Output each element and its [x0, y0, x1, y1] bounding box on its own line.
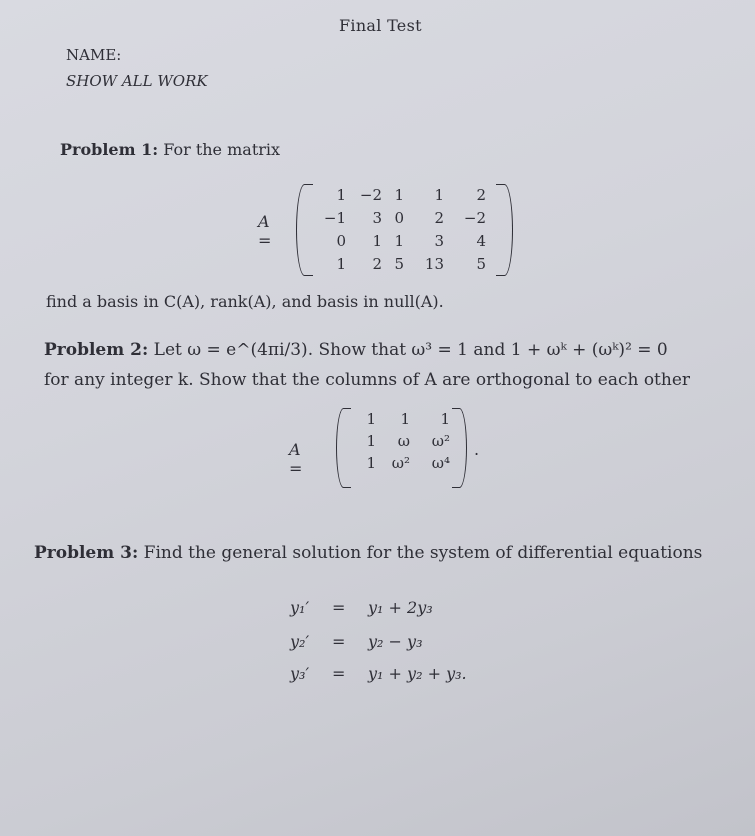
matrix-entry: 2	[434, 209, 444, 227]
equation-lhs: y₁′	[290, 598, 310, 617]
matrix-entry: ω	[397, 432, 410, 450]
matrix-omega-entries	[350, 410, 450, 472]
matrix-omega-label: A =	[289, 440, 303, 478]
matrix-entry: 1	[400, 410, 410, 428]
matrix-entry: 4	[476, 232, 486, 250]
matrix-entry: −2	[463, 209, 486, 227]
matrix-entry: 1	[394, 186, 404, 204]
name-label: NAME:	[66, 46, 122, 64]
matrix-suffix: .	[474, 440, 480, 459]
problem2-line2: for any integer k. Show that the columns of A are orthogonal to each other	[44, 370, 691, 390]
matrix-entry: 0	[336, 232, 346, 250]
matrix-entry: 5	[394, 255, 404, 273]
page-title: Final Test	[339, 16, 422, 35]
equation-rhs: y₂ − y₃	[368, 632, 423, 651]
equation-equals: =	[332, 632, 346, 651]
matrix-entry: ω²	[391, 454, 410, 472]
equation-rhs: y₁ + y₂ + y₃.	[368, 664, 467, 683]
matrix-entry: 1	[366, 432, 376, 450]
equation-equals: =	[332, 598, 346, 617]
matrix-entry: 5	[476, 255, 486, 273]
matrix-entry: 3	[434, 232, 444, 250]
matrix-entry: 1	[372, 232, 382, 250]
problem2-line1	[44, 340, 668, 360]
matrix-entry: 0	[394, 209, 404, 227]
matrix-entry: 1	[366, 454, 376, 472]
matrix-a-label: A =	[258, 212, 272, 250]
matrix-entry: 1	[394, 232, 404, 250]
problem3-heading	[34, 543, 702, 563]
problem3-intro: Find the general solution for the system of differential equations	[143, 543, 703, 563]
equation-equals: =	[332, 664, 346, 683]
matrix-entry: 3	[372, 209, 382, 227]
matrix-entry: 1	[434, 186, 444, 204]
matrix-entry: 13	[424, 255, 444, 273]
problem2-text1: Let ω = e^(4πi/3). Show that ω³ = 1 and 1 + ωᵏ + (ωᵏ)² = 0	[153, 340, 668, 360]
equation-lhs: y₃′	[290, 664, 310, 683]
problem2-label: Problem 2:	[44, 340, 149, 360]
matrix-entry: 1	[336, 255, 346, 273]
matrix-entry: 1	[336, 186, 346, 204]
matrix-entry: ω⁴	[431, 454, 450, 472]
matrix-entry: 1	[440, 410, 450, 428]
left-paren	[296, 184, 313, 276]
matrix-a-entries	[312, 186, 486, 273]
problem1-heading	[60, 140, 280, 159]
right-paren	[496, 184, 513, 276]
problem3-label: Problem 3:	[34, 543, 139, 563]
right-paren	[452, 408, 467, 488]
problem1-intro: For the matrix	[163, 140, 281, 159]
equation-rhs: y₁ + 2y₃	[368, 598, 433, 617]
matrix-entry: 2	[476, 186, 486, 204]
left-paren	[336, 408, 351, 488]
problem1-task: find a basis in C(A), rank(A), and basis in null(A).	[46, 292, 444, 311]
show-work-instruction: SHOW ALL WORK	[66, 72, 208, 90]
matrix-entry: −2	[359, 186, 382, 204]
matrix-entry: 1	[366, 410, 376, 428]
matrix-entry: 2	[372, 255, 382, 273]
matrix-entry: −1	[323, 209, 346, 227]
problem1-label: Problem 1:	[60, 140, 159, 159]
matrix-entry: ω²	[431, 432, 450, 450]
equation-lhs: y₂′	[290, 632, 310, 651]
